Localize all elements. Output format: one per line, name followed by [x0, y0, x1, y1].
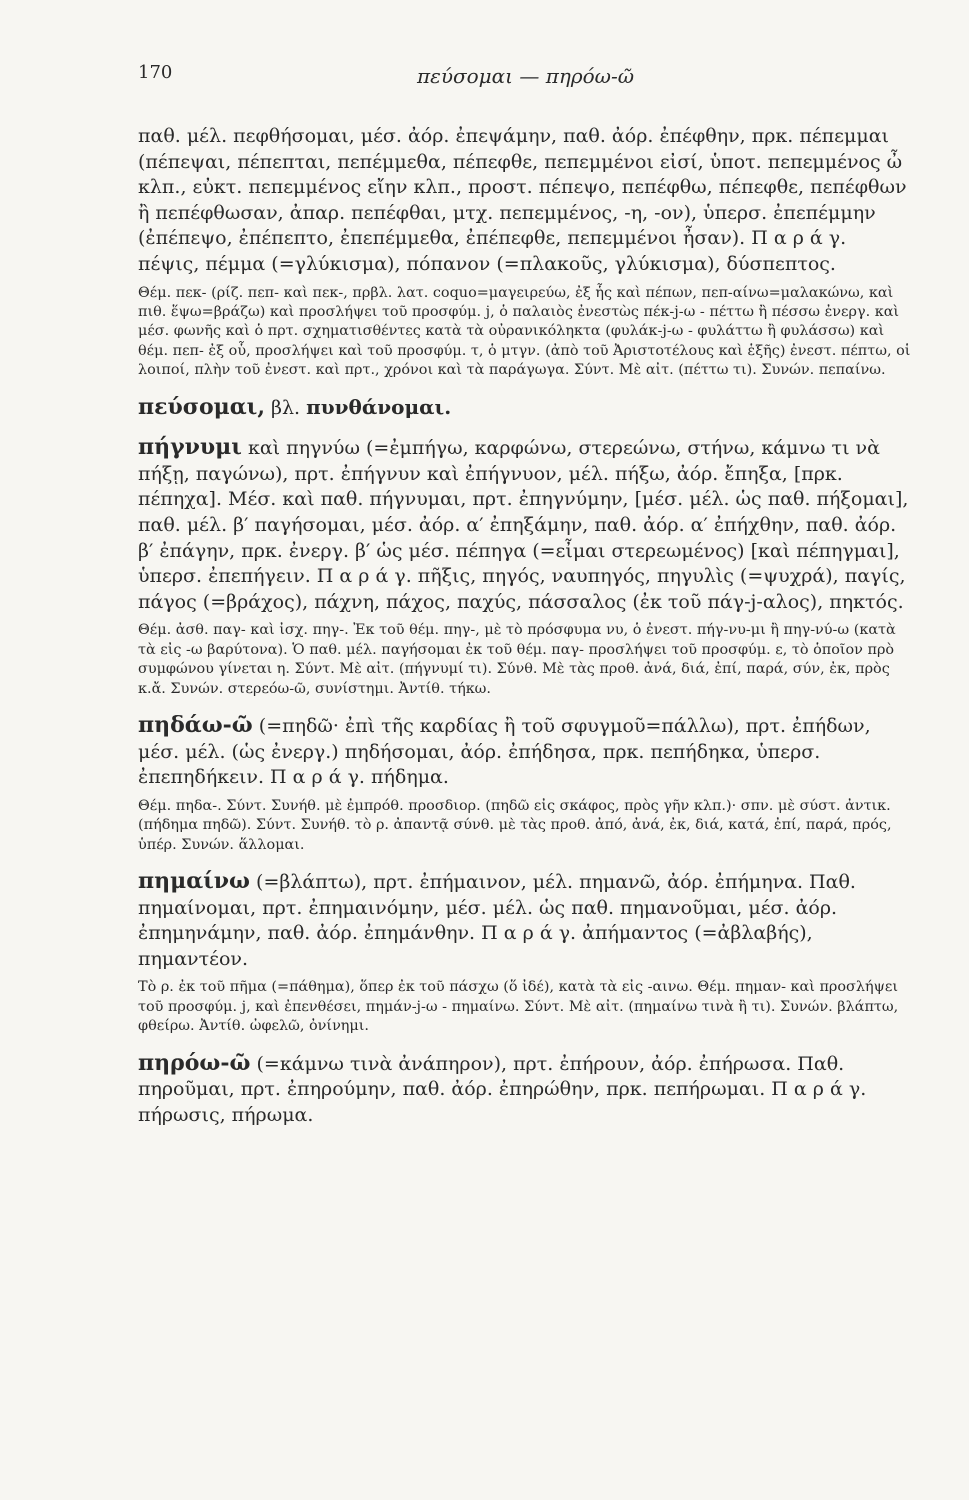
entry-note: Θέμ. ἀσθ. παγ- καὶ ἰσχ. πηγ-. Ἐκ τοῦ θέμ. πηγ-, μὲ τὸ πρόσφυμα νυ, ὁ ἐνεστ. πήγ-νυ-μι ἢ πηγ-νύ-ω (κατὰ τὰ εἰς -ω βαρύτονα). Ὁ παθ. μέλ. παγήσομαι ἐκ τοῦ θέμ. παγ- προσλήψει τοῦ προσφύμ. ε, τὸ ὁποῖον πρὸ συμφώνου γίνεται η. Σύντ. Μὲ αἰτ. (πήγνυμί τι). Σύνθ. Μὲ τὰς προθ. ἀνά, διά, ἐπί, παρά, σύν, ἐκ, πρὸς κ.ἄ. Συνών. στερεόω-ῶ, συνίστημι. Ἀντίθ. τήκω.: [138, 622, 896, 697]
entry-headword: πηρόω-ῶ: [138, 1049, 251, 1076]
page-header: [138, 60, 913, 100]
entry-headword: πεύσομαι,: [138, 393, 265, 420]
dictionary-entry: [138, 1051, 913, 1129]
dictionary-entry: [138, 869, 913, 1037]
entry-note: Τὸ ρ. ἐκ τοῦ πῆμα (=πάθημα), ὅπερ ἐκ τοῦ πάσχω (ὅ ἰδέ), κατὰ τὰ εἰς -αινω. Θέμ. πημαν- καὶ προσλήψει τοῦ προσφύμ. j, καὶ ἐπενθέσει, πημάν-j-ω - πημαίνω. Σύντ. Μὲ αἰτ. (πημαίνω τινὰ ἢ τι). Συνών. βλάπτω, φθείρω. Ἀντίθ. ὠφελῶ, ὀνίνημι.: [138, 979, 899, 1035]
entry-definition: (=πηδῶ· ἐπὶ τῆς καρδίας ἢ τοῦ σφυγμοῦ=πάλλω), πρτ. ἐπήδων, μέσ. μέλ. (ὡς ἐνεργ.) πηδήσομαι, ἀόρ. ἐπήδησα, πρκ. πεπήδηκα, ὑπερσ. ἐπεπηδήκειν. Π α ρ ά γ. πήδημα.: [138, 714, 871, 789]
entry-note: Θέμ. πηδα-. Σύντ. Συνήθ. μὲ ἐμπρόθ. προσδιορ. (πηδῶ εἰς σκάφος, πρὸς γῆν κλπ.)· σπν. μὲ σύστ. ἀντικ. (πήδημα πηδῶ). Σύντ. Συνήθ. τὸ ρ. ἀπαντᾷ σύνθ. μὲ τὰς προθ. ἀπό, ἀνά, ἐκ, διά, κατά, ἐπί, παρά, πρός, ὑπέρ. Συνών. ἅλλομαι.: [138, 797, 892, 853]
dictionary-entry: [138, 435, 913, 699]
entry-main: [138, 1051, 913, 1129]
entry-headword: πηδάω-ῶ: [138, 711, 253, 738]
entry-definition: (=βλάπτω), πρτ. ἐπήμαινον, μέλ. πημανῶ, ἀόρ. ἐπήμηνα. Παθ. πημαίνομαι, πρτ. ἐπημαινόμην, μέσ. μέλ. ὡς παθ. πημανοῦμαι, μέσ. ἀόρ. ἐπημηνάμην, παθ. ἀόρ. ἐπημάνθην. Π α ρ ά γ. ἀπήμαντος (=ἀβλαβής), πημαντέον.: [138, 870, 856, 970]
dictionary-entry: [138, 713, 913, 855]
dictionary-page: [138, 60, 913, 1128]
entry-main: [138, 713, 913, 791]
cross-reference-abbr: βλ.: [271, 396, 301, 419]
entry-main: [138, 435, 913, 615]
continuation-note: Θέμ. πεκ- (ρίζ. πεπ- καὶ πεκ-, πρβλ. λατ. coquo=μαγειρεύω, ἐξ ἧς καὶ πέπων, πεπ-αίνω=μαλακώνω, καὶ πιθ. ἕψω=βράζω) καὶ προσλήψει τοῦ προσφύμ. j, ὁ παλαιὸς ἐνεστὼς πέκ-j-ω - πέττω ἢ πέσσω ἐνεργ. καὶ μέσ. φωνῆς καὶ ὁ πρτ. σχηματισθέντες κατὰ τὰ οὐρανικόληκτα (φυλάκ-j-ω - φυλάττω ἢ φυλάσσω) καὶ θέμ. πεπ- ἐξ οὗ, προσλήψει καὶ τοῦ προσφύμ. τ, ὁ μτγν. (ἀπὸ τοῦ Ἀριστοτέλους καὶ ἑξῆς) ἐνεστ. πέπτω, οἱ λοιποί, πλὴν τοῦ ἐνεστ. καὶ πρτ., χρόνοι καὶ τὰ παράγωγα. Σύντ. Μὲ αἰτ. (πέττω τι). Συνών. πεπαίνω.: [138, 284, 911, 379]
running-head: πεύσομαι — πηρόω-ῶ: [416, 64, 635, 88]
entry-headword: πήγνυμι: [138, 434, 242, 461]
page-number: 170: [138, 62, 173, 83]
cross-reference-entry: [138, 395, 913, 422]
entry-definition: (=κάμνω τινὰ ἀνάπηρον), πρτ. ἐπήρουν, ἀόρ. ἐπήρωσα. Παθ. πηροῦμαι, πρτ. ἐπηρούμην, παθ. ἀόρ. ἐπηρώθην, πρκ. πεπήρωμαι. Π α ρ ά γ. πήρωσις, πήρωμα.: [138, 1052, 867, 1126]
entry-headword: πημαίνω: [138, 867, 250, 894]
continuation-main: παθ. μέλ. πεφθήσομαι, μέσ. ἀόρ. ἐπεψάμην, παθ. ἀόρ. ἐπέφθην, πρκ. πέπεμμαι (πέπεψαι, πέπεπται, πεπέμμεθα, πέπεφθε, πεπεμμένοι εἰσί, ὑποτ. πεπεμμένος ὦ κλπ., εὐκτ. πεπεμμένος εἴην κλπ., προστ. πέπεψο, πεπέφθω, πέπεφθε, πεπέφθων ἢ πεπέφθωσαν, ἀπαρ. πεπέφθαι, μτχ. πεπεμμένος, -η, -ον), ὑπερσ. ἐπεπέμμην (ἐπέπεψο, ἐπέπεπτο, ἐπεπέμμεθα, ἐπέπεφθε, πεπεμμένοι ἦσαν). Π α ρ ά γ. πέψις, πέμμα (=γλύκισμα), πόπανον (=πλακοῦς, γλύκισμα), δύσπεπτος.: [138, 125, 907, 275]
entry-main: [138, 869, 913, 972]
entry-definition: καὶ πηγνύω (=ἐμπήγω, καρφώνω, στερεώνω, στήνω, κάμνω τι νὰ πήξῃ, παγώνω), πρτ. ἐπήγνυν καὶ ἐπήγνυον, μέλ. πήξω, ἀόρ. ἔπηξα, [πρκ. πέπηχα]. Μέσ. καὶ παθ. πήγνυμαι, πρτ. ἐπηγνύμην, [μέσ. μέλ. ὡς παθ. πήξομαι], παθ. μέλ. β′ παγήσομαι, μέσ. ἀόρ. α′ ἐπηξάμην, παθ. ἀόρ. α′ ἐπήχθην, παθ. ἀόρ. β′ ἐπάγην, πρκ. ἐνεργ. β′ ὡς μέσ. πέπηγα (=εἶμαι στερεωμένος) [καὶ πέπηγμαι], ὑπερσ. ἐπεπήγειν. Π α ρ ά γ. πῆξις, πηγός, ναυπηγός, πηγυλὶς (=ψυχρά), παγίς, πάγος (=βράχος), πάχνη, πάχος, παχύς, πάσσαλος (ἐκ τοῦ πάγ-j-αλος), πηκτός.: [138, 437, 909, 613]
page-body: [138, 124, 913, 1128]
cross-reference-target: πυνθάνομαι.: [306, 394, 452, 419]
